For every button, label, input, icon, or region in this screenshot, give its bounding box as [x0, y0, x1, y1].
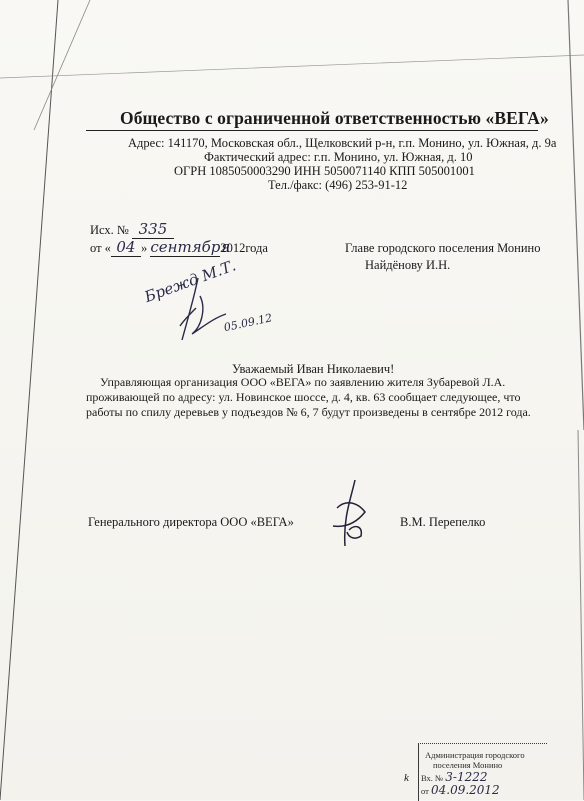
- salutation: Уважаемый Иван Николаевич!: [232, 362, 395, 376]
- date-month: сентября: [150, 238, 231, 256]
- addressee-position: Главе городского поселения Монино: [345, 241, 541, 255]
- registration-numbers: ОГРН 1085050003290 ИНН 5050071140 КПП 505001001: [174, 164, 475, 178]
- company-name: Общество с ограниченной ответственностью «ВЕГА»: [120, 108, 549, 128]
- outgoing-number-row: [90, 220, 268, 238]
- body-line-3: работы по спилу деревьев у подъездов № 6, 7 будут произведены в сентябре 2012 года.: [86, 405, 531, 419]
- legal-address: Адрес: 141170, Московская обл., Щелковский р-н, г.п. Монино, ул. Южная, д. 9а: [128, 136, 557, 150]
- stamp-line-2: поселения Монино: [433, 760, 503, 770]
- actual-address: Фактический адрес: г.п. Монино, ул. Южная, д. 10: [204, 150, 473, 164]
- addressee-block: [345, 241, 540, 273]
- stamp-number-label: Вх. №: [421, 773, 444, 783]
- date-year: 2012года: [220, 241, 268, 255]
- date-prefix: от «: [90, 241, 111, 255]
- stamp-date-value: 04.09.2012: [430, 783, 500, 797]
- stamp-line-1: Администрация городского: [425, 750, 525, 760]
- stamp-number-value: 3-1222: [445, 770, 488, 784]
- date-day: 04: [111, 238, 141, 257]
- letterhead-rule: [86, 130, 538, 131]
- body-line-2: проживающей по адресу: ул. Новинское шоссе, д. 4, кв. 63 сообщает следующее, что: [86, 390, 521, 404]
- handwritten-resolution: [140, 248, 290, 343]
- body-line-1: Управляющая организация ООО «ВЕГА» по заявлению жителя Зубаревой Л.А.: [100, 375, 506, 389]
- outgoing-number-value: 335: [132, 220, 174, 239]
- handwritten-signature: [325, 478, 375, 548]
- stamp-corner-mark: k: [404, 772, 409, 784]
- resolution-text: Брежд М.Т.: [142, 256, 239, 306]
- signatory-position: Генерального директора ООО «ВЕГА»: [88, 515, 294, 529]
- incoming-stamp: [418, 743, 547, 801]
- resolution-date: 05.09.12: [222, 311, 274, 335]
- addressee-name: Найдёнову И.Н.: [365, 258, 451, 272]
- signatory-name: В.М. Перепелко: [400, 515, 486, 529]
- date-quote-close: »: [140, 241, 148, 255]
- stamp-date-row: [421, 783, 500, 797]
- letter-body: [86, 375, 531, 420]
- stamp-date-label: от: [421, 786, 429, 796]
- outgoing-number-label: Исх. №: [90, 223, 129, 237]
- stamp-number-row: [421, 770, 488, 784]
- phone-fax: Тел./факс: (496) 253-91-12: [268, 178, 408, 192]
